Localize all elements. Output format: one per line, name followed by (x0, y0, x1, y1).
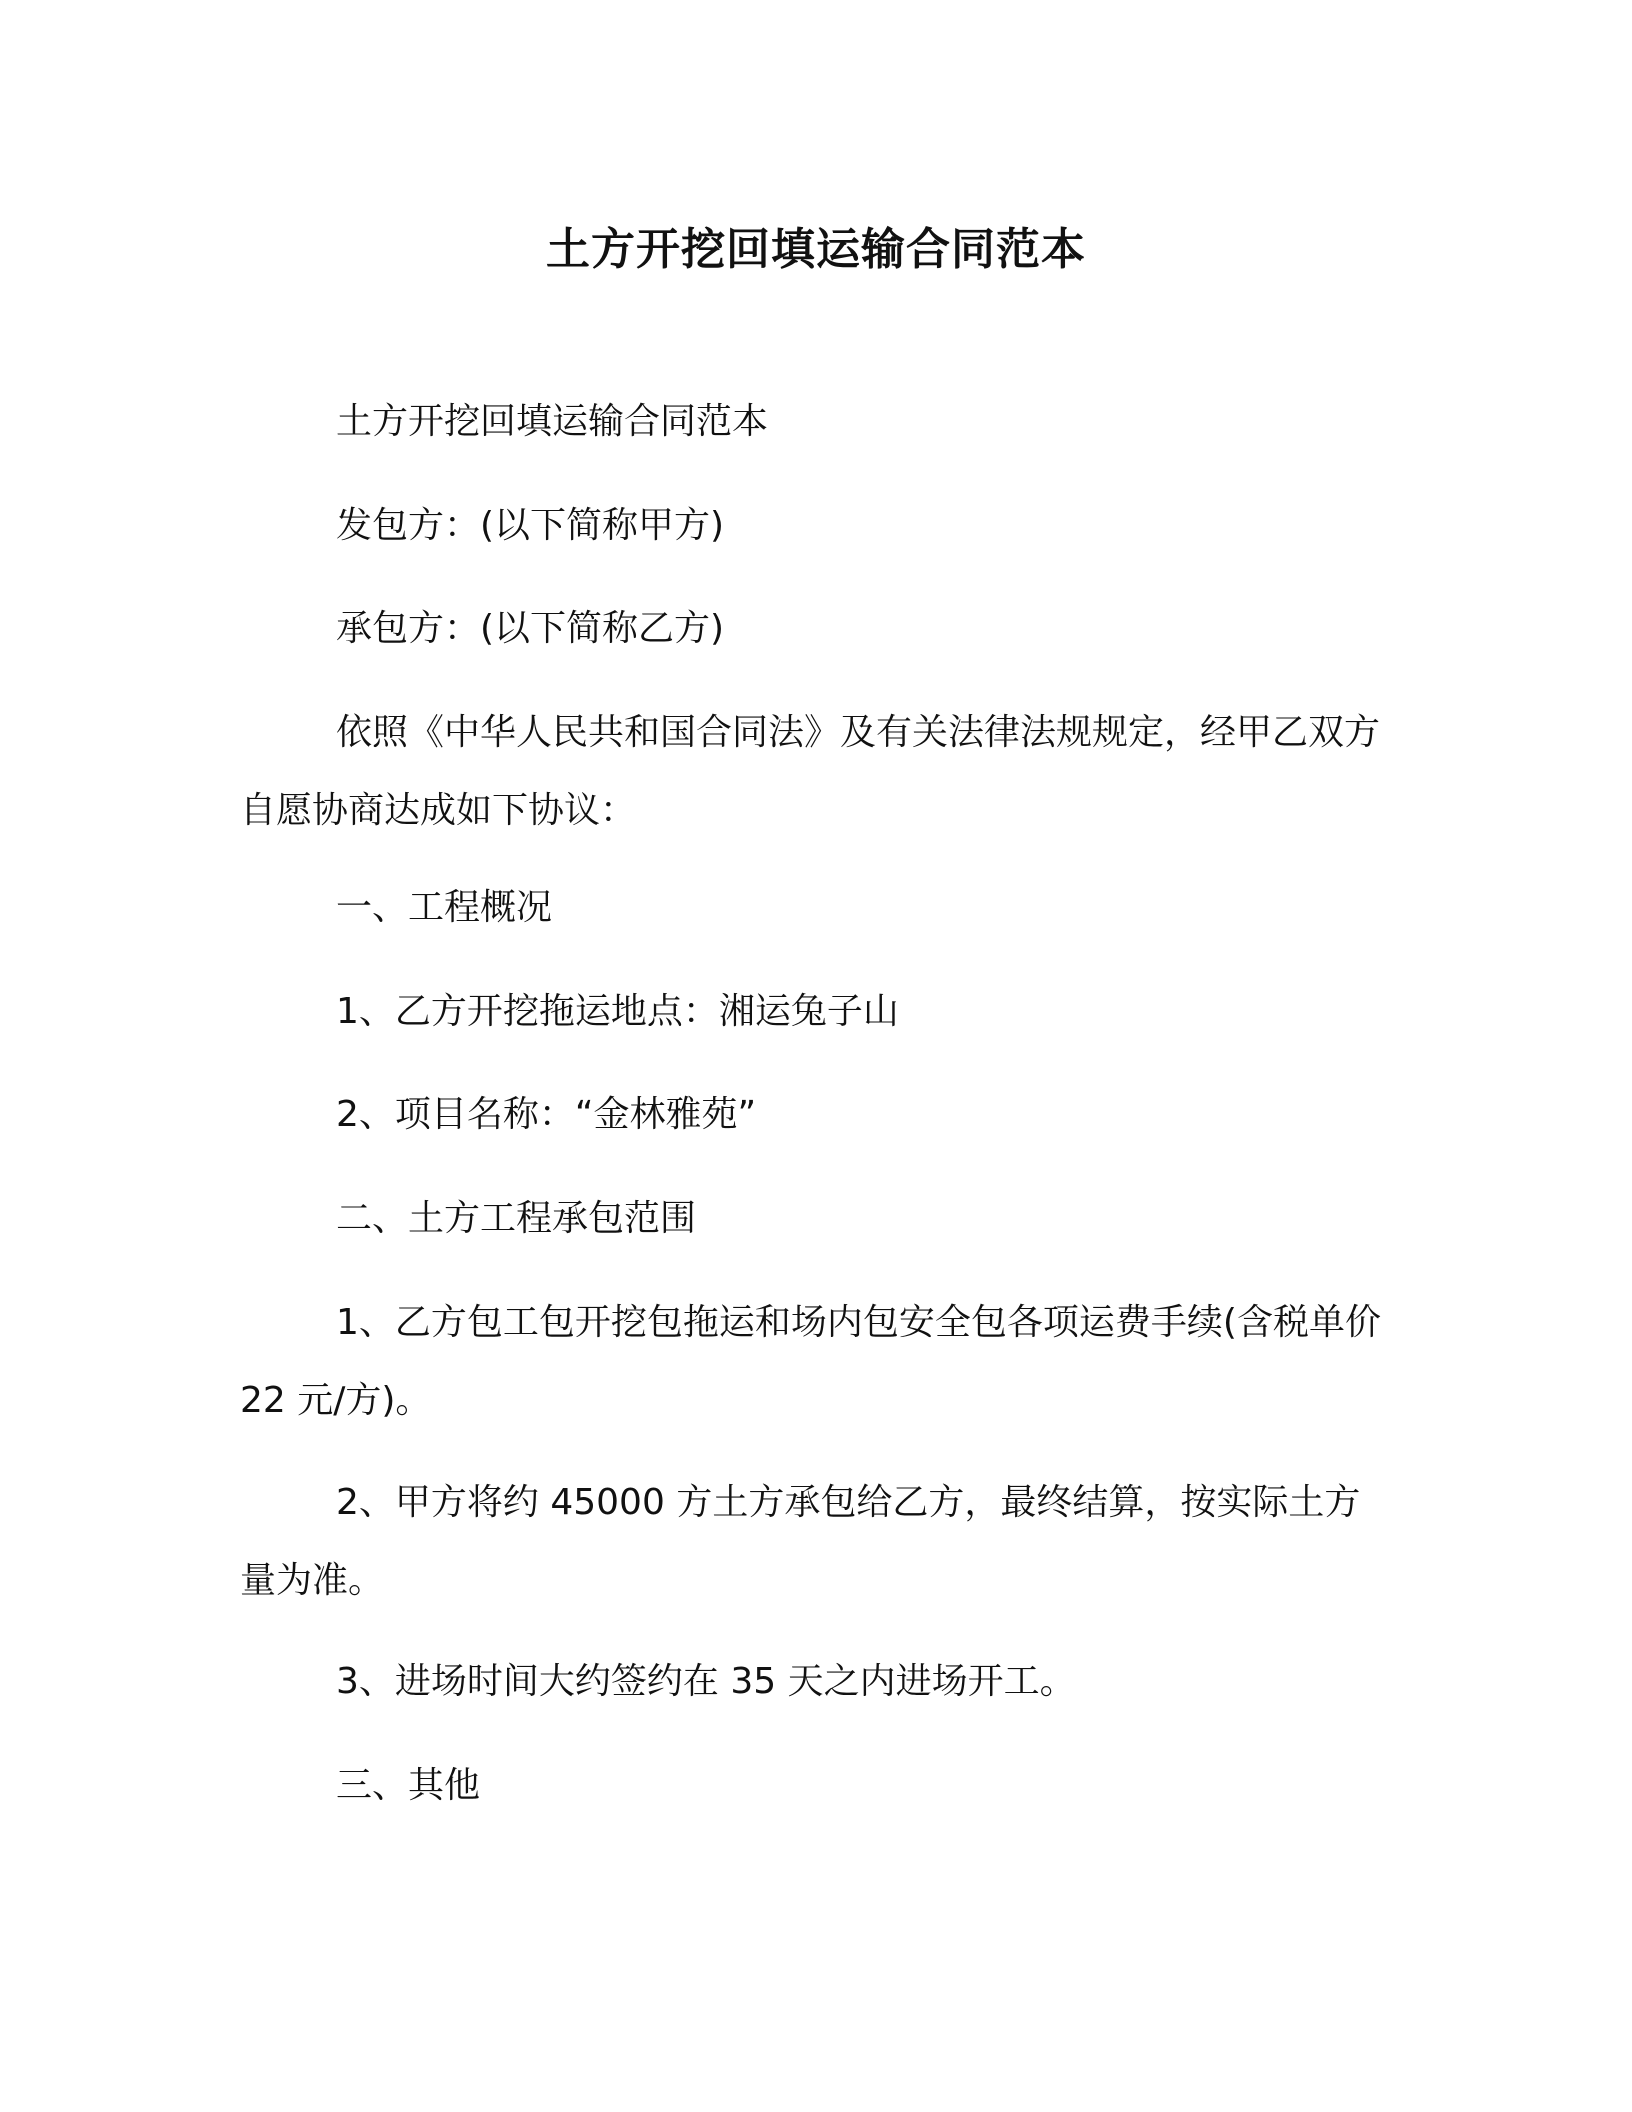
clause-2-1: 1、乙方包工包开挖包拖运和场内包安全包各项运费手续(含税单价 22 元/方)。 (240, 1302, 1381, 1421)
section-heading-2: 二、土方工程承包范围 (336, 1198, 697, 1239)
preamble-paragraph: 依照《中华人民共和国合同法》及有关法律法规规定，经甲乙双方自愿协商达成如下协议： (240, 712, 1381, 831)
subtitle-paragraph: 土方开挖回填运输合同范本 (336, 401, 769, 442)
clause-1-2: 2、项目名称：“金林雅苑” (336, 1094, 757, 1135)
contractor-line: 承包方：(以下简称乙方) (336, 608, 725, 649)
document-title: 土方开挖回填运输合同范本 (546, 224, 1086, 275)
section-heading-1: 一、工程概况 (336, 887, 553, 928)
clause-2-2: 2、甲方将约 45000 方土方承包给乙方，最终结算，按实际土方量为准。 (240, 1482, 1361, 1601)
employer-line: 发包方：(以下简称甲方) (336, 505, 725, 546)
clause-2-3: 3、进场时间大约签约在 35 天之内进场开工。 (336, 1661, 1076, 1702)
clause-1-1: 1、乙方开挖拖运地点：湘运兔子山 (336, 991, 899, 1032)
section-heading-3: 三、其他 (336, 1765, 481, 1806)
